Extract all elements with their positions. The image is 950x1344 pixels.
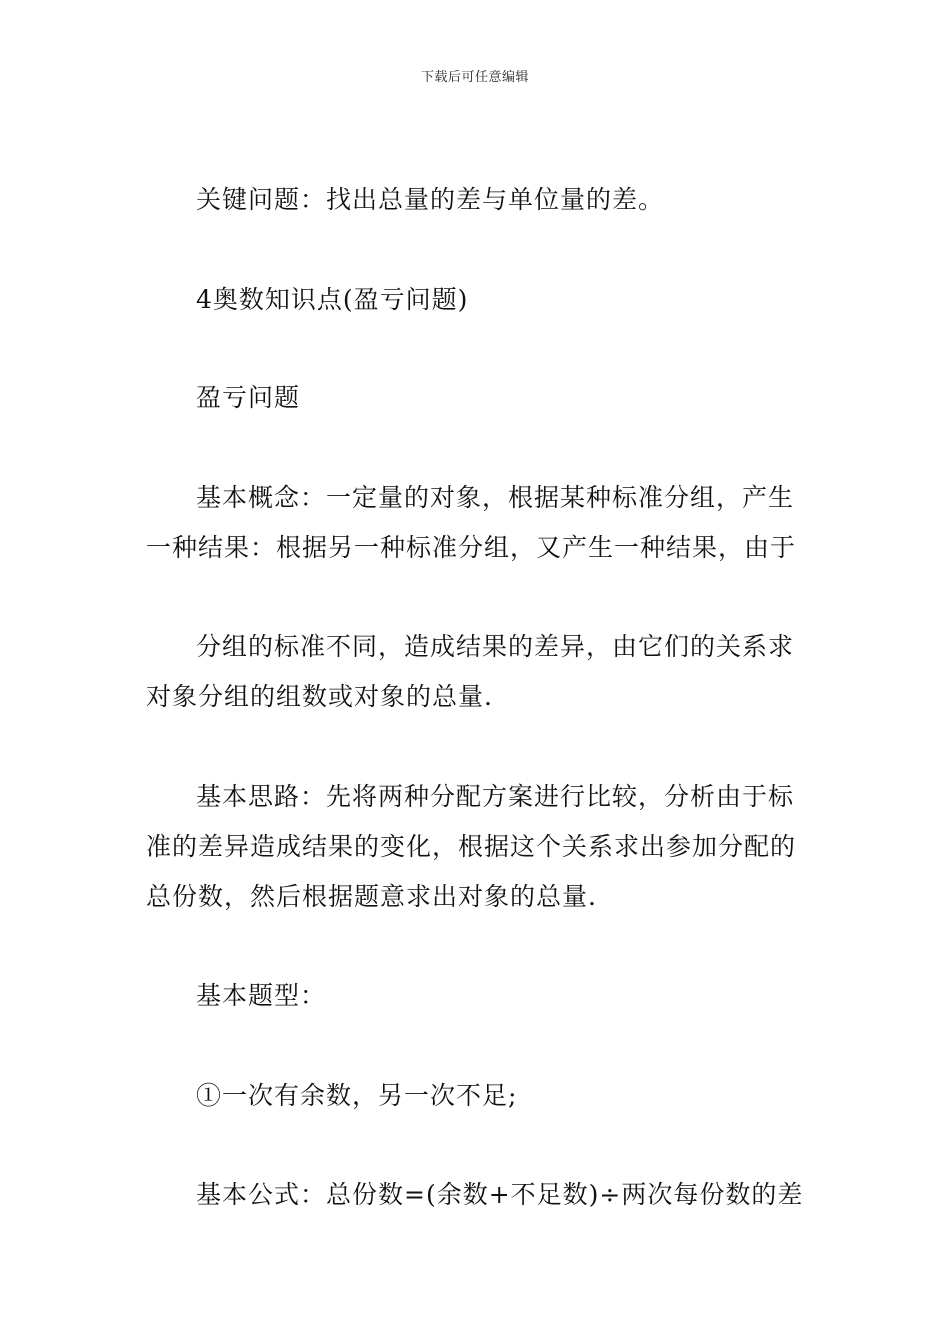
basic-approach-line-2: 准的差异造成结果的变化，根据这个关系求出参加分配的 bbox=[146, 832, 797, 861]
subsection-title: 盈亏问题 bbox=[196, 383, 301, 412]
question-type-1: ①一次有余数，另一次不足; bbox=[196, 1081, 518, 1110]
basic-approach-line-3: 总份数，然后根据题意求出对象的总量. bbox=[146, 882, 597, 911]
basic-approach-line-1: 基本思路：先将两种分配方案进行比较，分析由于标 bbox=[196, 782, 795, 811]
paragraph-key-question: 关键问题：找出总量的差与单位量的差。 bbox=[196, 185, 665, 214]
basic-formula: 基本公式：总份数=(余数+不足数)÷两次每份数的差 bbox=[196, 1180, 804, 1209]
basic-concept-line-1: 基本概念：一定量的对象，根据某种标准分组，产生 bbox=[196, 483, 795, 512]
basic-concept-line-4: 对象分组的组数或对象的总量. bbox=[146, 682, 493, 711]
basic-question-types: 基本题型： bbox=[196, 981, 327, 1010]
basic-concept-line-3: 分组的标准不同，造成结果的差异，由它们的关系求 bbox=[196, 632, 795, 661]
section-heading: 4奥数知识点(盈亏问题) bbox=[196, 285, 469, 314]
page-header: 下载后可任意编辑 bbox=[420, 70, 529, 85]
basic-concept-line-2: 一种结果：根据另一种标准分组，又产生一种结果，由于 bbox=[146, 533, 797, 562]
